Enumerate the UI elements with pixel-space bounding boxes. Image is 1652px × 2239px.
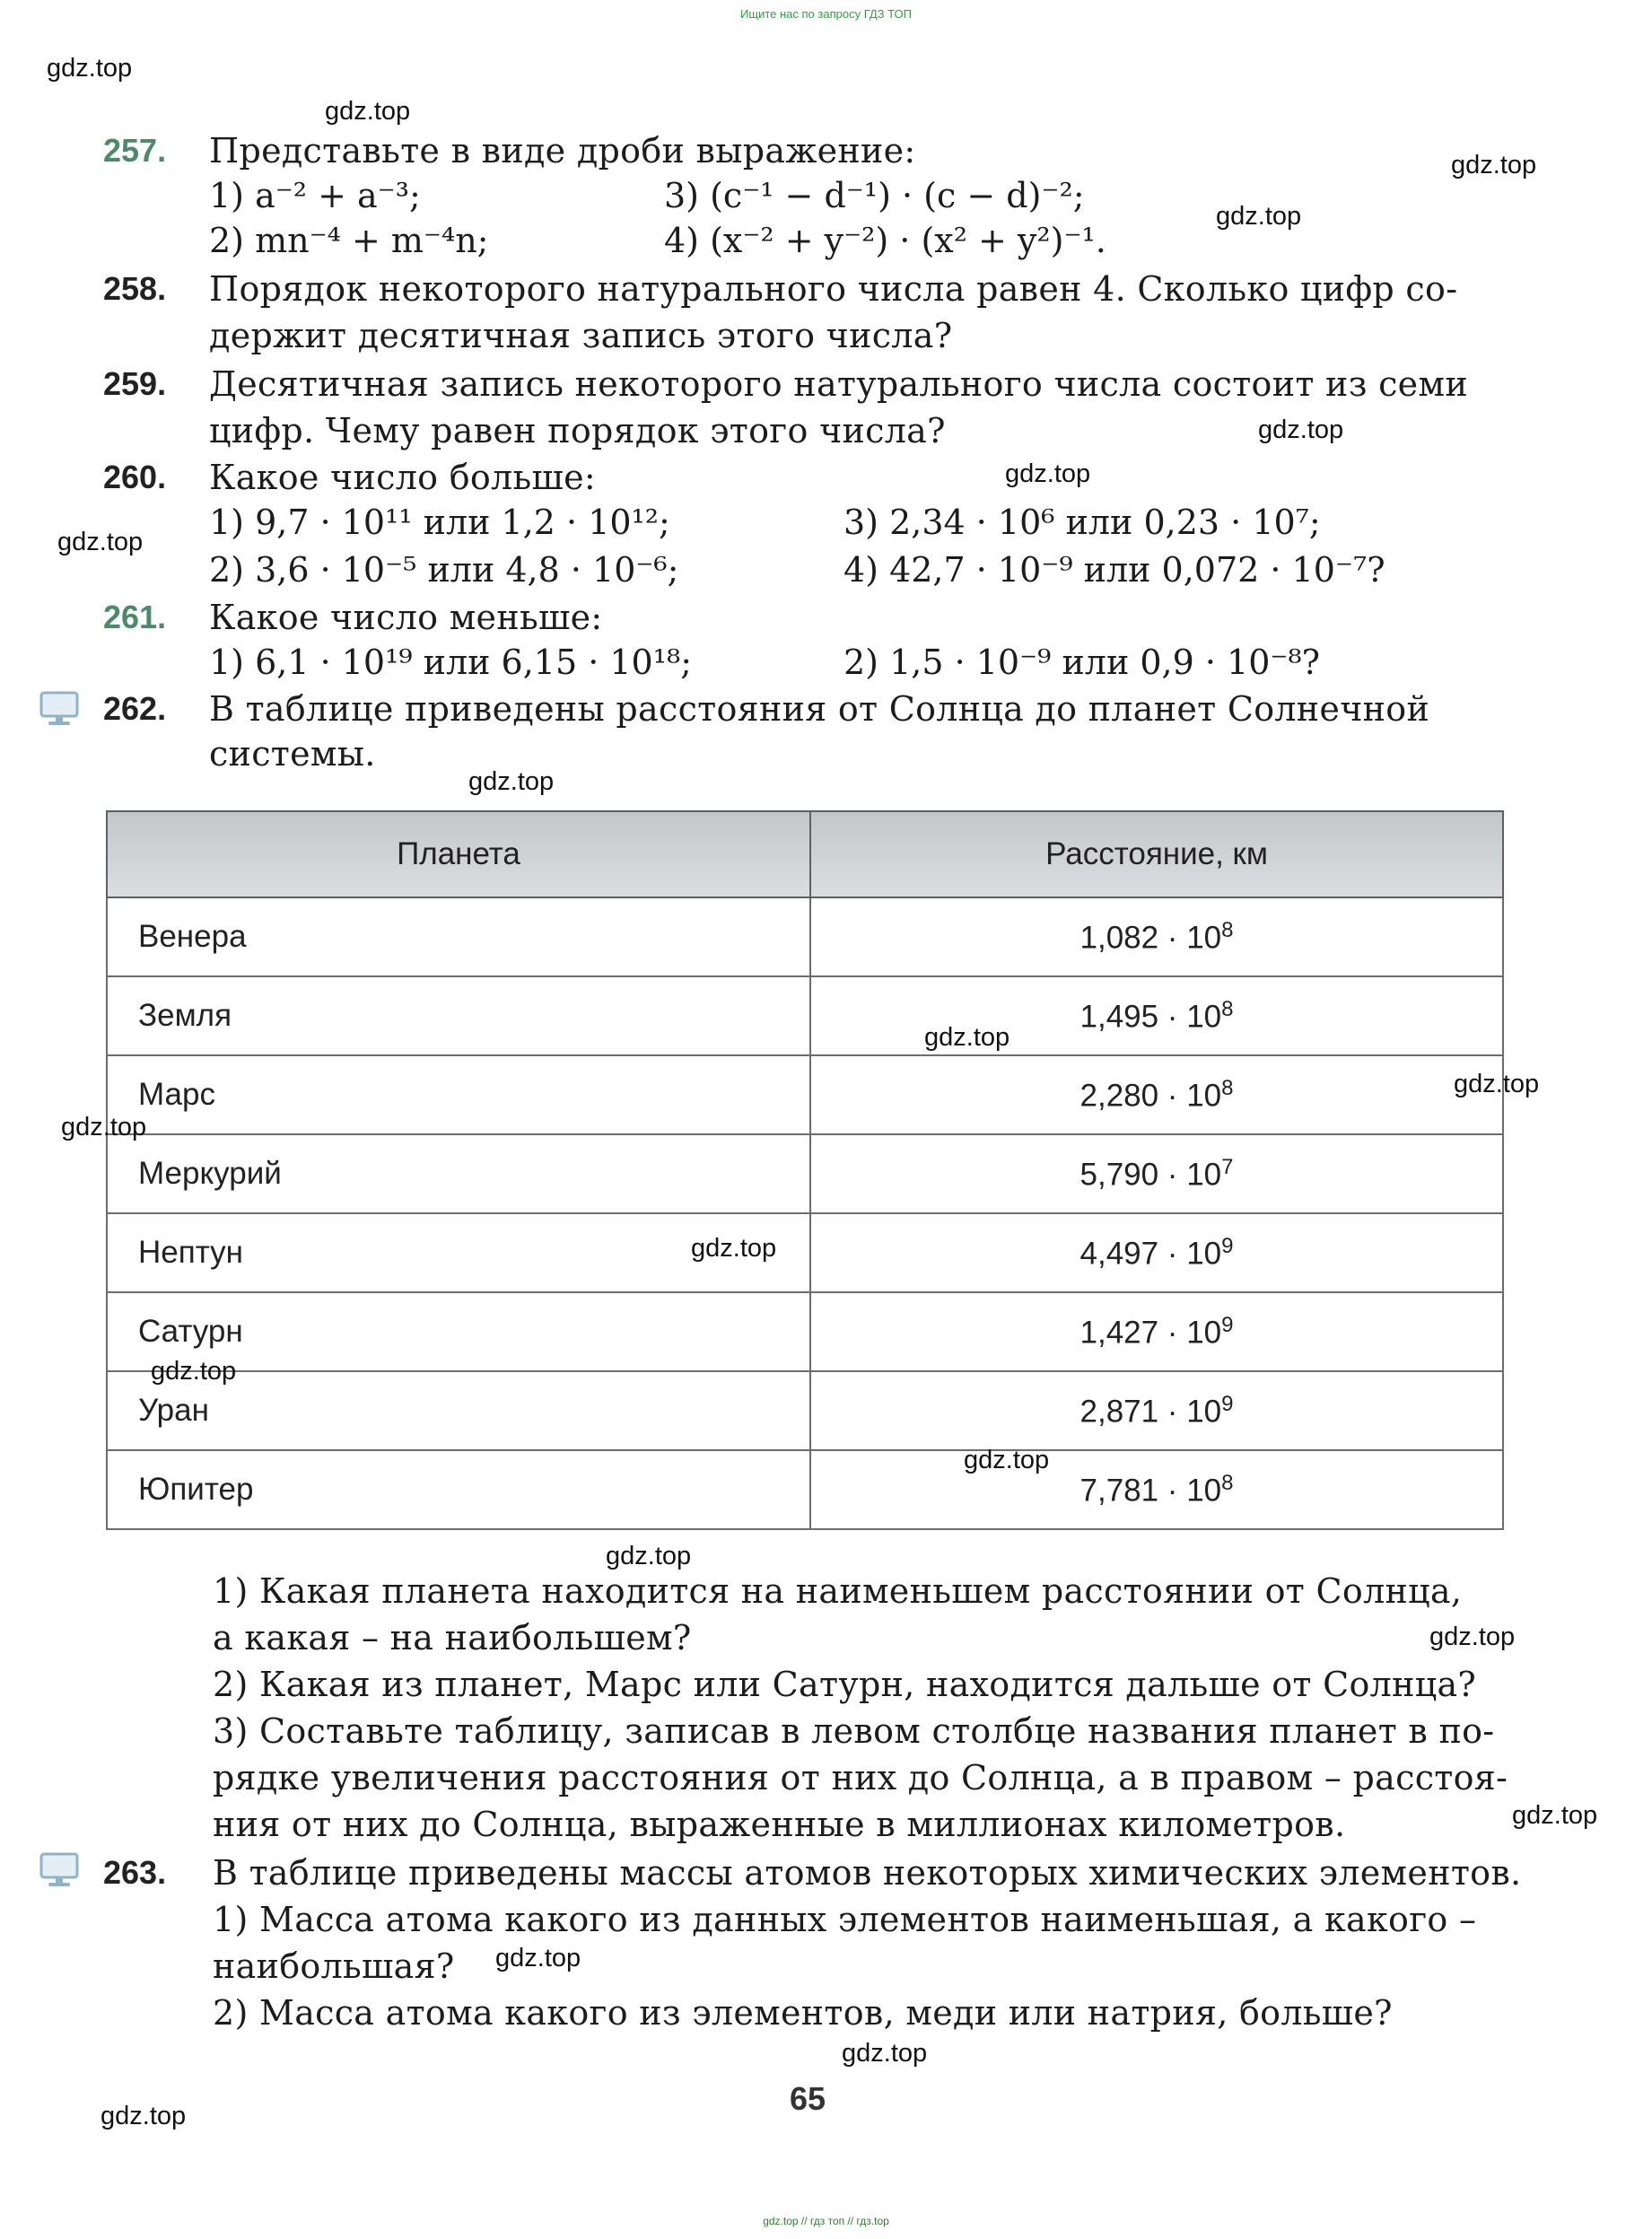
problem-257-item-4: 4) (x⁻² + y⁻²) · (x² + y²)⁻¹. (664, 221, 1106, 260)
problem-262-line-1: В таблице приведены расстояния от Солнца до планет Солнечной (209, 689, 1430, 729)
problem-259-line-2: цифр. Чему равен порядок этого числа? (209, 411, 946, 450)
table-row (107, 1134, 1503, 1213)
watermark: gdz.top (1512, 1801, 1598, 1830)
problem-262-question-2: 2) Какая из планет, Марс или Сатурн, находится дальше от Солнца? (213, 1665, 1477, 1704)
planet-name: Нептун (107, 1213, 810, 1292)
table-row (107, 897, 1503, 976)
monitor-icon (39, 1852, 79, 1883)
problem-262-line-2: системы. (209, 734, 376, 774)
column-header-distance: Расстояние, км (810, 811, 1503, 897)
watermark: gdz.top (1429, 1622, 1516, 1651)
problem-260-text: Какое число больше: (209, 458, 596, 497)
problem-260-item-2: 2) 3,6 · 10⁻⁵ или 4,8 · 10⁻⁶; (209, 550, 679, 590)
planet-distance: $1,082 \cdot 10^8$ (810, 897, 1503, 976)
monitor-icon (39, 691, 79, 722)
problem-261-number: 261. (103, 599, 167, 635)
column-header-planet: Планета (107, 811, 810, 897)
table-row (107, 976, 1503, 1055)
planets-distance-table (106, 810, 1504, 1530)
problem-262-question-3c: ния от них до Солнца, выраженные в миллионах километров. (213, 1805, 1346, 1844)
problem-260-number: 260. (103, 459, 167, 495)
table-row (107, 1450, 1503, 1529)
planet-distance: $7,781 \cdot 10^8$ (810, 1450, 1503, 1529)
watermark: gdz.top (325, 97, 411, 126)
watermark: gdz.top (1258, 415, 1344, 444)
planet-name: Марс (107, 1055, 810, 1134)
problem-262-question-1b: а какая – на наибольшем? (213, 1618, 692, 1657)
problem-257-item-2: 2) mn⁻⁴ + m⁻⁴n; (209, 221, 489, 260)
problem-260-item-4: 4) 42,7 · 10⁻⁹ или 0,072 · 10⁻⁷? (843, 550, 1385, 590)
problem-257-item-3: 3) (c⁻¹ − d⁻¹) · (c − d)⁻²; (664, 176, 1085, 215)
planet-distance: $4,497 \cdot 10^9$ (810, 1213, 1503, 1292)
problem-257-item-1: 1) a⁻² + a⁻³; (209, 176, 421, 215)
problem-263-line-2: 1) Масса атома какого из данных элементов наименьшая, а какого – (213, 1900, 1477, 1939)
problem-263-line-1: В таблице приведены массы атомов некоторых химических элементов. (213, 1853, 1522, 1893)
watermark: gdz.top (691, 1234, 777, 1263)
table-row (107, 1213, 1503, 1292)
planet-distance: $5,790 \cdot 10^7$ (810, 1134, 1503, 1213)
watermark: gdz.top (57, 528, 144, 556)
planet-name: Земля (107, 976, 810, 1055)
watermark: gdz.top (61, 1113, 147, 1141)
planet-distance: $2,871 \cdot 10^9$ (810, 1371, 1503, 1450)
problem-260-item-1: 1) 9,7 · 10¹¹ или 1,2 · 10¹²; (209, 503, 670, 542)
watermark: gdz.top (924, 1023, 1010, 1052)
watermark: gdz.top (101, 2102, 187, 2130)
planet-name: Меркурий (107, 1134, 810, 1213)
problem-262-number: 262. (103, 690, 167, 727)
problem-263-line-4: 2) Масса атома какого из элементов, меди или натрия, больше? (213, 1993, 1393, 2033)
watermark: gdz.top (842, 2039, 928, 2068)
problem-257-number: 257. (103, 132, 167, 169)
table-row (107, 1292, 1503, 1371)
problem-260-item-3: 3) 2,34 · 10⁶ или 0,23 · 10⁷; (843, 503, 1321, 542)
planet-name: Венера (107, 897, 810, 976)
header-note: Ищите нас по запросу ГДЗ ТОП (740, 7, 912, 21)
problem-261-item-2: 2) 1,5 · 10⁻⁹ или 0,9 · 10⁻⁸? (843, 643, 1321, 682)
problem-258-number: 258. (103, 270, 167, 307)
planet-name: Юпитер (107, 1450, 810, 1529)
problem-261-item-1: 1) 6,1 · 10¹⁹ или 6,15 · 10¹⁸; (209, 643, 692, 682)
planet-name: Сатурн (107, 1292, 810, 1371)
planet-name: Уран (107, 1371, 810, 1450)
problem-262-question-1a: 1) Какая планета находится на наименьшем расстоянии от Солнца, (213, 1571, 1463, 1611)
watermark: gdz.top (151, 1357, 237, 1386)
problem-263-line-3: наибольшая? (213, 1946, 455, 1986)
problem-262-question-3a: 3) Составьте таблицу, записав в левом столбце названия планет в по- (213, 1711, 1495, 1751)
planet-distance: $2,280 \cdot 10^8$ (810, 1055, 1503, 1134)
problem-258-line-2: держит десятичная запись этого числа? (209, 316, 953, 355)
watermark: gdz.top (964, 1446, 1050, 1474)
problem-259-number: 259. (103, 365, 167, 402)
watermark: gdz.top (468, 767, 555, 796)
watermark: gdz.top (1451, 151, 1537, 179)
page-number: 65 (790, 2080, 826, 2117)
footer-note: gdz.top // гдз топ // гдз.top (763, 2215, 889, 2227)
problem-262-question-3b: рядке увеличения расстояния от них до Солнца, а в правом – расстоя- (213, 1758, 1508, 1797)
watermark: gdz.top (1216, 202, 1302, 231)
table-row (107, 1371, 1503, 1450)
problem-259-line-1: Десятичная запись некоторого натурального числа состоит из семи (209, 364, 1468, 404)
watermark: gdz.top (1005, 459, 1091, 488)
watermark: gdz.top (47, 54, 133, 83)
watermark: gdz.top (495, 1944, 581, 1972)
watermark: gdz.top (606, 1542, 692, 1570)
watermark: gdz.top (1454, 1070, 1540, 1098)
problem-258-line-1: Порядок некоторого натурального числа равен 4. Сколько цифр со- (209, 269, 1458, 309)
problem-263-number: 263. (103, 1854, 167, 1891)
problem-257-text: Представьте в виде дроби выражение: (209, 131, 916, 171)
table-row (107, 1055, 1503, 1134)
planet-distance: $1,427 \cdot 10^9$ (810, 1292, 1503, 1371)
planet-distance: $1,495 \cdot 10^8$ (810, 976, 1503, 1055)
problem-261-text: Какое число меньше: (209, 598, 603, 637)
